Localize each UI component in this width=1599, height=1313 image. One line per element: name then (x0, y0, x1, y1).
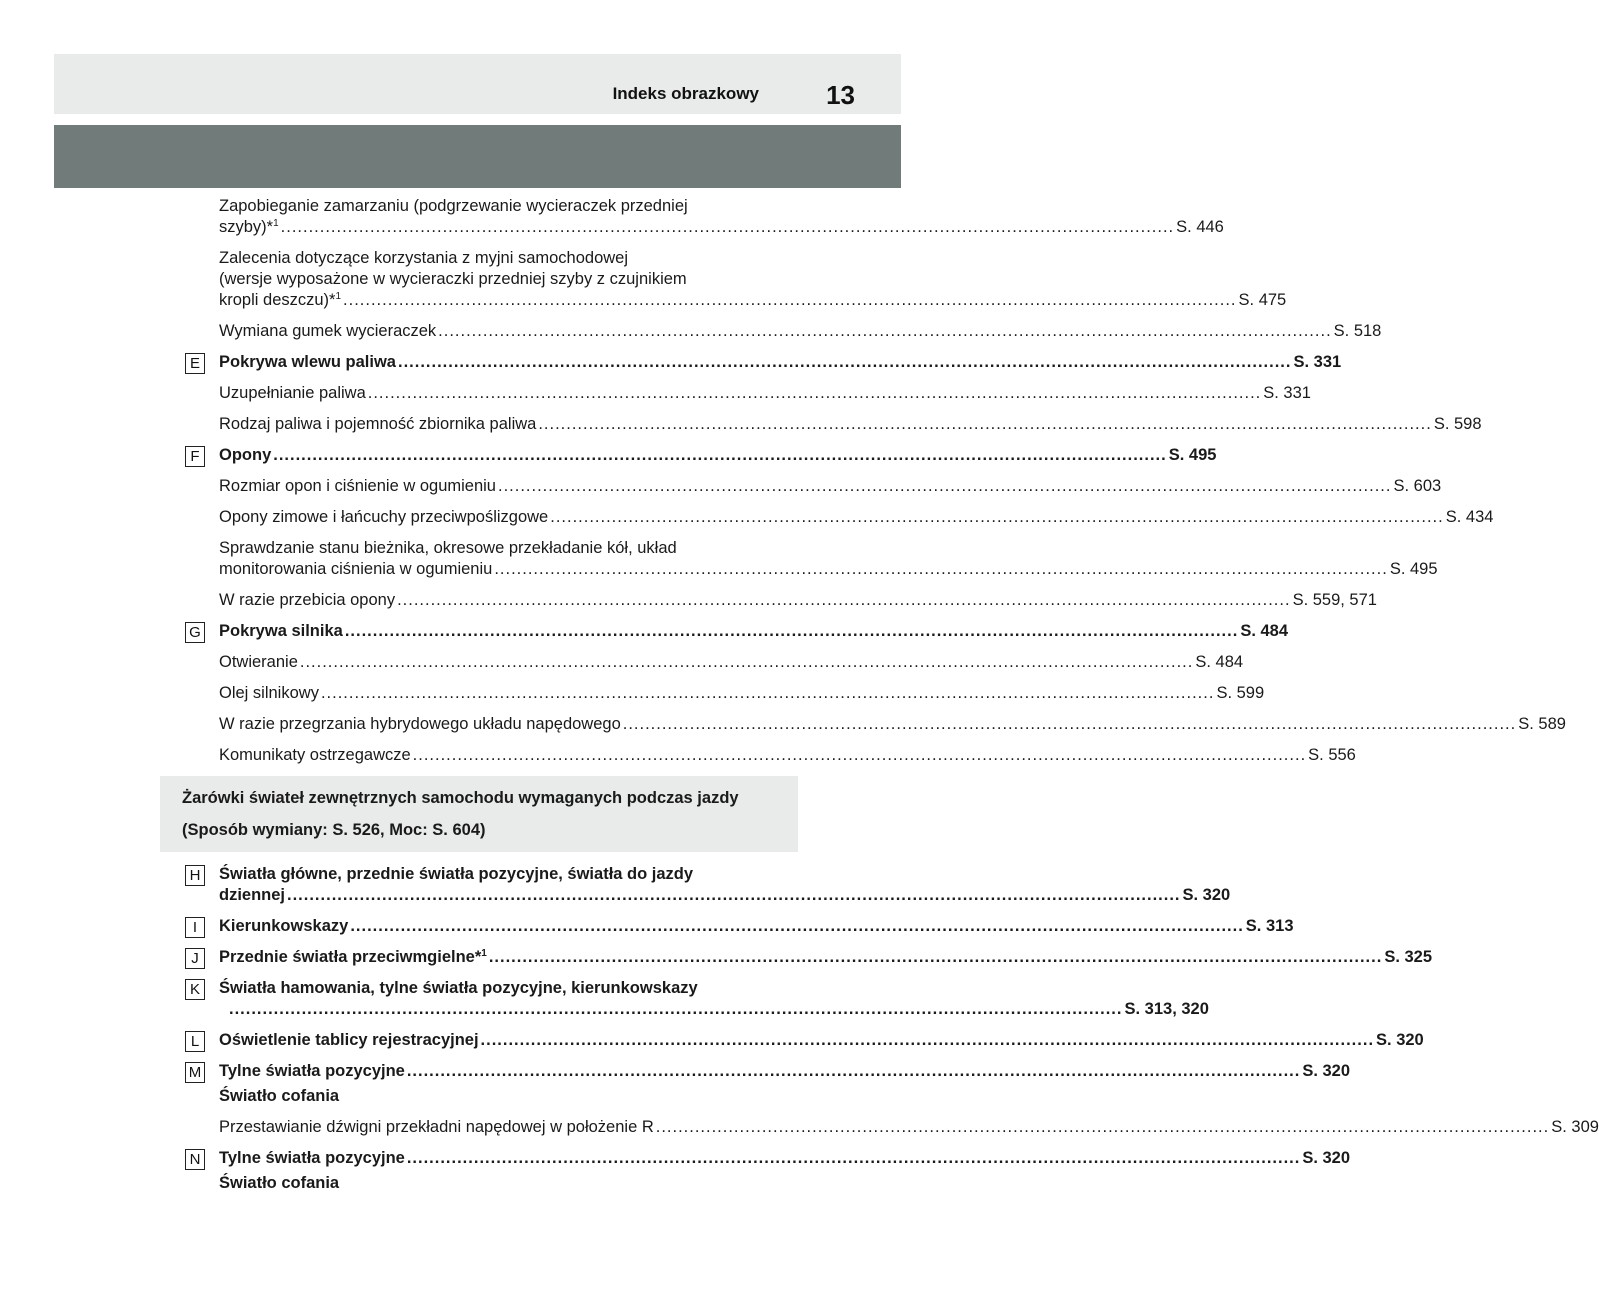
page-ref: S. 331 (1293, 353, 1342, 371)
entry-j-fog-lights: J Przednie światła przeciwmgielne*$^1$ ................................................................................................................................................................ S. 325 (182, 947, 798, 968)
entry-carwash: Zalecenia dotyczące korzystania z myjni samochodowej (wersje wyposażone w wycieraczki przedniej szyby z czujnikiem kropli deszczu)*$^1$ ................................................................................................................................................................ S. 475 (219, 249, 1287, 309)
letter-box-e: E (185, 353, 205, 374)
entry-fuel-type: Rodzaj paliwa i pojemność zbiornika paliwa ................................................................................................................................................................ S. 598 (219, 415, 1482, 433)
entry-warnings: Komunikaty ostrzegawcze ................................................................................................................................................................ S. 556 (219, 746, 1356, 764)
entry-refuel: Uzupełnianie paliwa ................................................................................................................................................................ S. 331 (219, 384, 1311, 402)
entry-defrost: Zapobieganie zamarzaniu (podgrzewanie wycieraczek przedniej szyby)*$^1$ ................................................................................................................................................................ S. 446 (219, 197, 1224, 236)
entry-l-plate-light: L Oświetlenie tablicy rejestracyjnej ................................................................................................................................................................ S. 320 (182, 1030, 798, 1051)
page-ref: S. 320 (1376, 1031, 1424, 1049)
entry-k-brake-lights: K Światła hamowania, tylne światła pozycyjne, kierunkowskazy ................................................................................................................................................................ S. 313, 320 (182, 978, 798, 1020)
entry-shift-r: Przestawianie dźwigni przekładni napędowej w położenie R ................................................................................................................................................................ S. 309 (219, 1118, 1599, 1136)
index-content (182, 196, 1599, 1204)
header-bar (54, 54, 901, 114)
entry-i-turn-signals: I Kierunkowskazy ................................................................................................................................................................ S. 313 (182, 916, 798, 937)
entry-e-fuel-door: E Pokrywa wlewu paliwa ................................................................................................................................................................ S. 331 (182, 352, 798, 373)
page-ref: S. 556 (1308, 746, 1356, 764)
page-ref: S. 598 (1433, 415, 1482, 433)
entry-m-tail-lights: M Tylne światła pozycyjne ................................................................................................................................................................ S. 320 Światło cofania (182, 1061, 798, 1107)
page-ref: S. 589 (1518, 715, 1566, 733)
page-ref: S. 484 (1240, 622, 1289, 640)
page-ref: S. 313, 320 (1124, 1000, 1209, 1018)
entry-opening: Otwieranie ................................................................................................................................................................ S. 484 (219, 653, 1244, 671)
letter-box-k: K (185, 979, 205, 1000)
entry-g-hood: G Pokrywa silnika ................................................................................................................................................................ S. 484 (182, 621, 798, 642)
page-ref: S. 599 (1216, 684, 1265, 702)
letter-box-n: N (185, 1149, 205, 1170)
page-ref: S. 313 (1245, 917, 1294, 935)
section-bulbs: Żarówki świateł zewnętrznych samochodu wymaganych podczas jazdy (Sposób wymiany: S. 526, Moc: S. 604) (160, 776, 798, 852)
entry-overheat: W razie przegrzania hybrydowego układu napędowego ................................................................................................................................................................ S. 589 (219, 715, 1566, 733)
page-ref: S. 325 (1384, 948, 1433, 966)
letter-box-h: H (185, 865, 205, 886)
entry-wiper-rubber: Wymiana gumek wycieraczek ................................................................................................................................................................ S. 518 (219, 322, 1382, 340)
page-ref: S. 603 (1393, 477, 1442, 495)
letter-box-l: L (185, 1031, 205, 1052)
entry-f-tires: F Opony ................................................................................................................................................................ S. 495 (182, 445, 798, 466)
page-ref: S. 331 (1263, 384, 1311, 402)
entry-flat-tire: W razie przebicia opony ................................................................................................................................................................ S. 559, 571 (219, 591, 1377, 609)
page-ref: S. 495 (1168, 446, 1217, 464)
entry-tire-size: Rozmiar opon i ciśnienie w ogumieniu ................................................................................................................................................................ S. 603 (219, 477, 1442, 495)
page-ref: S. 475 (1238, 291, 1287, 309)
header-title: Indeks obrazkowy (612, 84, 759, 103)
dark-band (54, 125, 901, 188)
page-ref: S. 495 (1389, 560, 1438, 578)
entry-winter-tires: Opony zimowe i łańcuchy przeciwpoślizgowe ................................................................................................................................................................ S. 434 (219, 508, 1494, 526)
page-ref: S. 484 (1195, 653, 1244, 671)
letter-box-m: M (185, 1062, 205, 1083)
page-number: 13 (826, 80, 855, 110)
page-ref: S. 518 (1333, 322, 1382, 340)
page-ref: S. 320 (1302, 1062, 1351, 1080)
letter-box-f: F (185, 446, 205, 467)
entry-tread-check: Sprawdzanie stanu bieżnika, okresowe przekładanie kół, układ monitorowania ciśnienia w ogumieniu ................................................................................................................................................................ S. 495 (219, 539, 1438, 578)
page-ref: S. 559, 571 (1292, 591, 1377, 609)
entry-engine-oil: Olej silnikowy ................................................................................................................................................................ S. 599 (219, 684, 1265, 702)
page-ref: S. 309 (1551, 1118, 1599, 1136)
entry-n-tail-lights: N Tylne światła pozycyjne ................................................................................................................................................................ S. 320 Światło cofania (182, 1148, 798, 1194)
page-ref: S. 320 (1302, 1149, 1351, 1167)
entry-h-headlights: H Światła główne, przednie światła pozycyjne, światła do jazdy dziennej ................................................................................................................................................................ S. 320 (182, 864, 798, 906)
page-ref: S. 320 (1182, 886, 1231, 904)
page-ref: S. 434 (1445, 508, 1494, 526)
page-ref: S. 446 (1176, 218, 1224, 236)
letter-box-g: G (185, 622, 205, 643)
letter-box-j: J (185, 948, 205, 969)
letter-box-i: I (185, 917, 205, 938)
